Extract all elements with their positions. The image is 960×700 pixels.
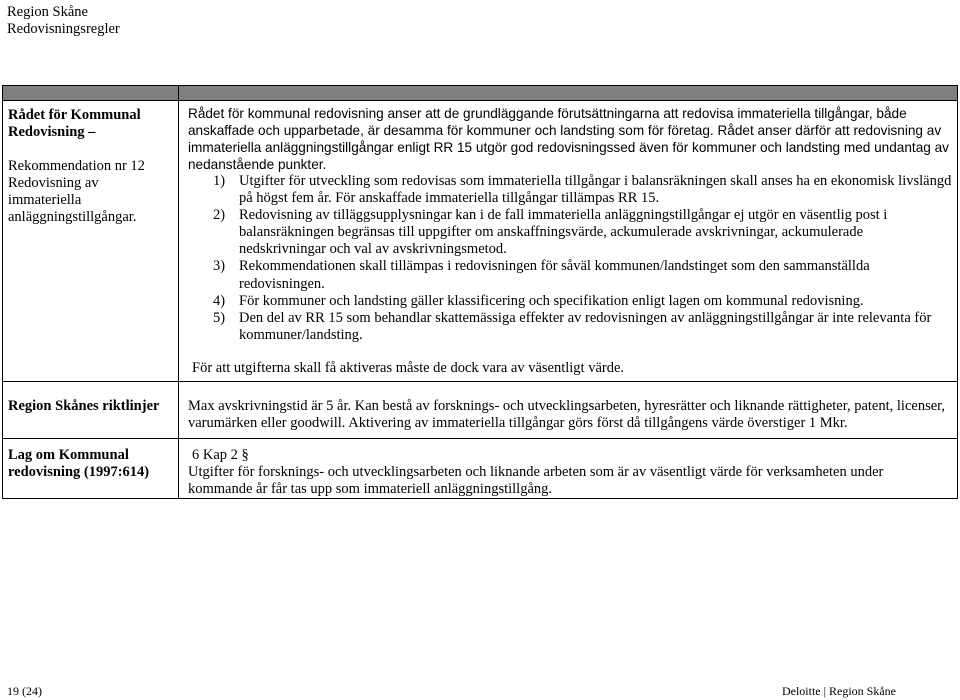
- header-title: Redovisningsregler: [7, 21, 120, 37]
- table-header-bar: [2, 85, 958, 101]
- list-item: [213, 258, 953, 292]
- lag-ref: 6 Kap 2 §: [192, 447, 249, 463]
- table-border-bottom: [2, 498, 958, 499]
- radet-label: Rådet för Kommunal Redovisning –: [8, 107, 141, 140]
- list-item-text: Redovisning av tilläggsupplysningar kan i de fall immateriella anläggningstillgångar ej utgör en väsentlig post i balansräkningen begränsas till uppgifter om anskaffningsvärde, ackumulerade avskrivningar, ackumulerade nedskrivningar och val av avskrivningsmetod.: [239, 207, 888, 258]
- document-header: [7, 4, 120, 38]
- radet-intro: Rådet för kommunal redovisning anser att de grundläggande förutsättningarna att redovisa immateriella tillgångar, både anskaffade och upparbetade, är desamma för kommuner och landsting som för företag. Rådet anser därför att redovisning av immateriella anläggningstillgångar enligt RR 15 utgör god redovisningssed även för kommuner och landsting med undantag av nedanstående punkter.: [188, 106, 949, 173]
- list-item-number: 2): [213, 207, 226, 224]
- lag-label: Lag om Kommunal redovisning (1997:614): [8, 447, 150, 480]
- riktlinjer-label: Region Skånes riktlinjer: [8, 398, 160, 414]
- riktlinjer-text: Max avskrivningstid är 5 år. Kan bestå av forsknings- och utvecklingsarbeten, hyresrätter och liknande rättigheter, patent, licenser, varumärken eller goodwill. Aktivering av immateriella tillgångar görs först då tillgångens värde överstiger 1 Mkr.: [188, 398, 946, 431]
- radet-sublabel: Rekommendation nr 12 Redovisning av immateriella anläggningstillgångar.: [8, 158, 145, 225]
- list-item-text: Utgifter för utveckling som redovisas som immateriella tillgångar i balansräkningen skall anses ha en ekonomisk livslängd på högst fem år. För anskaffade immateriella tillgångar tillämpas RR 15.: [239, 173, 952, 207]
- list-item-number: 4): [213, 292, 226, 309]
- list-item-number: 5): [213, 309, 226, 326]
- list-item-number: 1): [213, 173, 226, 189]
- list-item: [213, 310, 953, 344]
- rules-table: [2, 85, 958, 499]
- list-item-text: Den del av RR 15 som behandlar skattemässiga effekter av redovisningen av anläggningstillgångar är inte relevanta för kommuner/landsting.: [239, 309, 932, 343]
- recommendation-list: [213, 173, 953, 344]
- list-item-text: För kommuner och landsting gäller klassificering och specifikation enligt lagen om kommunal redovisning.: [239, 292, 864, 309]
- radet-note: För att utgifterna skall få aktiveras måste de dock vara av väsentligt värde.: [192, 360, 625, 376]
- footer-org: Deloitte | Region Skåne: [781, 684, 896, 698]
- row-divider-2: [2, 438, 958, 439]
- table-border-left: [2, 85, 3, 499]
- table-border-right: [957, 85, 958, 499]
- list-item: [213, 173, 953, 207]
- header-org: Region Skåne: [7, 4, 88, 20]
- row-divider-1: [2, 381, 958, 382]
- page-number: 19 (24): [7, 684, 42, 698]
- lag-text: Utgifter för forsknings- och utvecklingsarbeten och liknande arbeten som är av väsentligt värde för verksamheten under kommande år får tas upp som immateriell anläggningstillgång.: [188, 464, 884, 497]
- list-item-text: Rekommendationen skall tillämpas i redovisningen för såväl kommunen/landstinget som den sammanställda redovisningen.: [239, 258, 870, 292]
- list-item: [213, 207, 953, 258]
- table-column-divider: [178, 85, 179, 499]
- list-item: [213, 293, 953, 310]
- list-item-number: 3): [213, 258, 226, 275]
